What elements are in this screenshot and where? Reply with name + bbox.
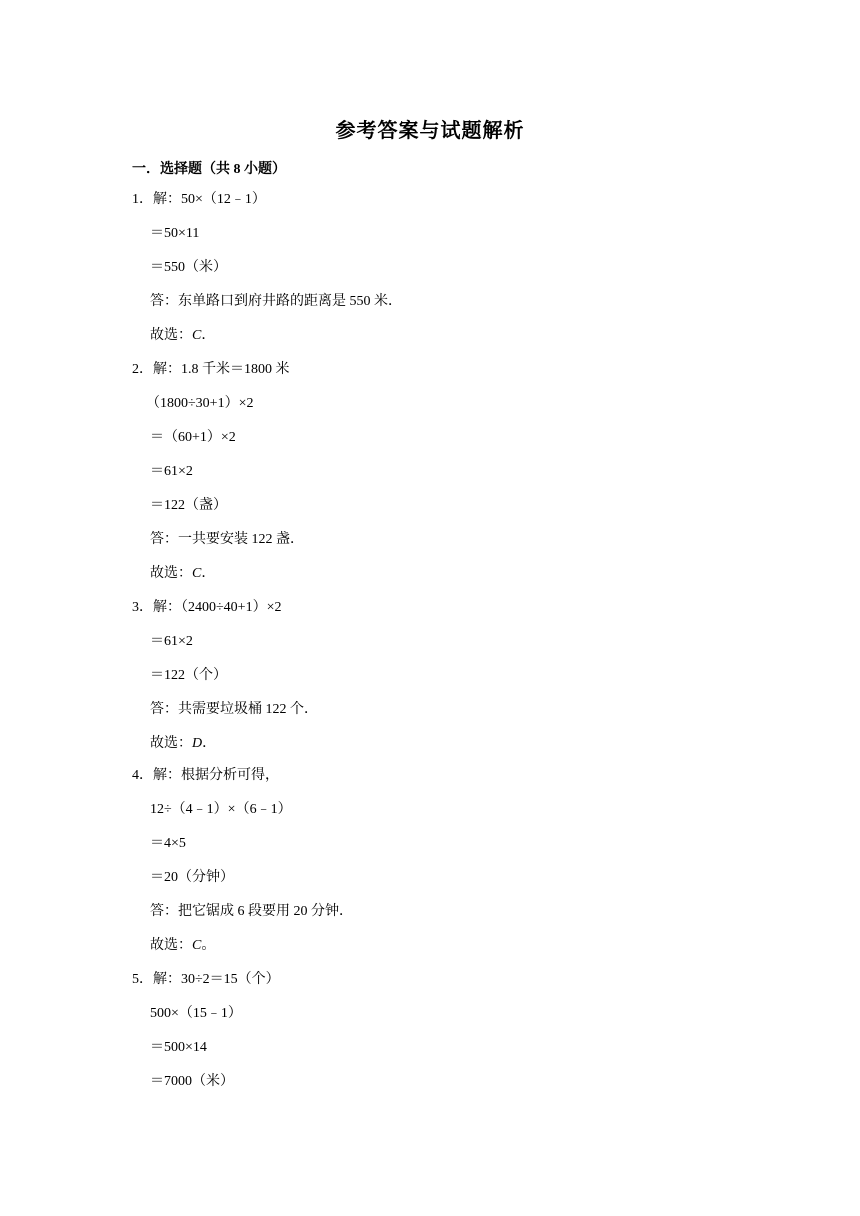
answer-3-line-1: 3．解：（2400÷40+1）×2 (132, 600, 282, 615)
answer-2-line-6: 答：一共要安装 122 盏． (150, 532, 304, 547)
answer-2-line-7: 故选：C． (150, 566, 216, 581)
answer-4-line-5: 答：把它锯成 6 段要用 20 分钟． (150, 904, 353, 919)
answer-2-line-5: ＝122（盏） (150, 498, 227, 513)
answer-1-line-2: ＝50×11 (150, 226, 200, 241)
answer-2-line-3: ＝（60+1）×2 (150, 430, 236, 445)
answer-2-line-1: 2．解：1.8 千米＝1800 米 (132, 362, 290, 377)
answer-2-line-2: （1800÷30+1）×2 (146, 396, 254, 411)
answer-5-line-4: ＝7000（米） (150, 1074, 234, 1089)
answer-3-line-2: ＝61×2 (150, 634, 193, 649)
answer-3-line-4: 答：共需要垃圾桶 122 个． (150, 702, 318, 717)
answer-4-line-3: ＝4×5 (150, 836, 186, 851)
answer-4-line-1: 4．解：根据分析可得， (132, 768, 279, 783)
answer-4-line-6: 故选：C。 (150, 938, 216, 953)
answer-1-line-3: ＝550（米） (150, 260, 227, 275)
answer-3-line-5: 故选：D． (150, 736, 217, 751)
answer-1-line-5: 故选：C． (150, 328, 216, 343)
answer-1-line-4: 答：东单路口到府井路的距离是 550 米． (150, 294, 402, 309)
page-title: 参考答案与试题解析 (335, 120, 525, 142)
answer-1-line-1: 1．解：50×（12﹣1） (132, 192, 266, 207)
answer-3-line-3: ＝122（个） (150, 668, 227, 683)
answer-5-line-1: 5．解：30÷2＝15（个） (132, 972, 280, 987)
answer-5-line-2: 500×（15﹣1） (150, 1006, 242, 1021)
answer-4-line-2: 12÷（4﹣1）×（6﹣1） (150, 802, 292, 817)
answer-5-line-3: ＝500×14 (150, 1040, 207, 1055)
answer-2-line-4: ＝61×2 (150, 464, 193, 479)
answer-4-line-4: ＝20（分钟） (150, 870, 234, 885)
section-heading: 一．选择题（共 8 小题） (132, 162, 286, 177)
